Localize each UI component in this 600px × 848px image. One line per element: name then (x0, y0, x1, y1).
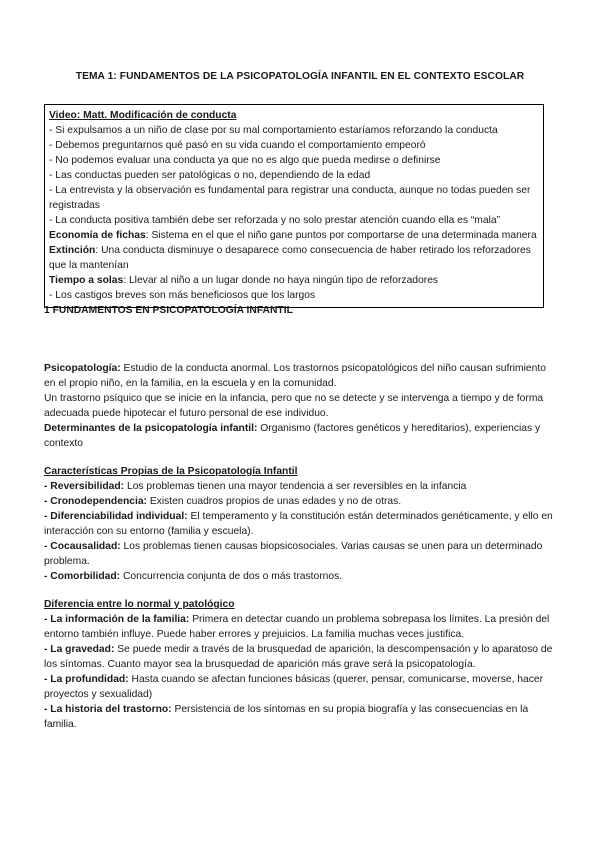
text: Existen cuadros propios de unas edades y no de otras. (146, 496, 402, 507)
text: Los problemas tienen causas biopsicosociales. Varias causas se unen para un determinado problema. (44, 541, 543, 567)
paragraph: Un trastorno psíquico que se inicie en la infancia, pero que no se detecte y se intervenga a tiempo y de forma adecuada puede hipotecar el futuro personal de ese individuo. (44, 393, 544, 419)
term: Determinantes de la psicopatología infantil: (44, 423, 258, 434)
video-note-line: - Si expulsamos a un niño de clase por su mal comportamiento estaríamos reforzando la conducta (49, 125, 498, 136)
definition-text: : Llevar al niño a un lugar donde no haya ningún tipo de reforzadores (123, 275, 439, 286)
video-note-line: - Las conductas pueden ser patológicas o no, dependiendo de la edad (49, 170, 371, 181)
text: Primera en detectar cuando un problema sobrepasa los límites. La presión del entorno también influye. Puede haber errores y prejuicios. La familia muchas veces justifica. (44, 614, 550, 640)
text: Organismo (factores genéticos y hereditarios), experiencias y contexto (44, 423, 541, 449)
list-item (44, 509, 558, 539)
definition-term: Tiempo a solas (49, 275, 124, 286)
list-item (44, 539, 558, 569)
text: Concurrencia conjunta de dos o más trastornos. (120, 571, 343, 582)
paragraph (44, 361, 558, 391)
list-item (44, 494, 558, 509)
term: - La gravedad: (44, 644, 115, 655)
term: - La historia del trastorno: (44, 704, 172, 715)
document-title: TEMA 1: FUNDAMENTOS DE LA PSICOPATOLOGÍA INFANTIL EN EL CONTEXTO ESCOLAR (75, 71, 525, 82)
subsection-heading: Diferencia entre lo normal y patológico (44, 599, 235, 610)
term: - Diferenciabilidad individual: (44, 511, 188, 522)
term: Psicopatología: (44, 363, 121, 374)
term: - La profundidad: (44, 674, 129, 685)
video-note-line: - No podemos evaluar una conducta ya que no es algo que pueda medirse o definirse (49, 155, 441, 166)
text: Persistencia de los síntomas en su propia biografía y las consecuencias en la familia. (44, 704, 529, 730)
section-caracteristicas (44, 464, 558, 584)
list-item (44, 672, 558, 702)
section-diferencia (44, 597, 558, 732)
video-note-line: - La conducta positiva también debe ser reforzada y no solo prestar atención cuando ella es “mala” (49, 215, 501, 226)
video-note-line: - Debemos preguntarnos qué pasó en su vida cuando el comportamiento empeoró (49, 140, 426, 151)
definition-item (49, 228, 539, 243)
text: Hasta cuando se afectan funciones básicas (querer, pensar, comunicarse, moverse, hacer proyectos y sexualidad) (44, 674, 544, 700)
list-item (44, 642, 558, 672)
definition-term: Extinción (49, 245, 96, 256)
text: Estudio de la conducta anormal. Los trastornos psicopatológicos del niño causan sufrimiento en el propio niño, en la familia, en la escuela y en la comunidad. (44, 363, 546, 389)
list-item (44, 702, 558, 732)
section-heading: 1 FUNDAMENTOS EN PSICOPATOLOGÍA INFANTIL (44, 305, 293, 316)
text: Los problemas tienen una mayor tendencia a ser reversibles en la infancia (124, 481, 467, 492)
term: - Reversibilidad: (44, 481, 125, 492)
video-notes-header: Video: Matt. Modificación de conducta (49, 110, 237, 121)
video-note-line: - Los castigos breves son más beneficiosos que los largos (49, 290, 316, 301)
list-item (44, 479, 558, 494)
term: - La información de la familia: (44, 614, 190, 625)
term: - Comorbilidad: (44, 571, 121, 582)
text: Se puede medir a través de la brusquedad de aparición, la descompensación y lo aparatoso de los síntomas. Cuanto mayor sea la brusquedad de aparición más grave será la psicopatología. (44, 644, 553, 670)
video-note-line: - La entrevista y la observación es fundamental para registrar una conducta, aunque no todas pueden ser registradas (49, 185, 531, 211)
term: - Cocausalidad: (44, 541, 121, 552)
list-item (44, 612, 558, 642)
paragraph (44, 421, 558, 451)
list-item (44, 569, 558, 584)
subsection-heading: Características Propias de la Psicopatología Infantil (44, 466, 298, 477)
term: - Cronodependencia: (44, 496, 147, 507)
section-psicopatologia (44, 361, 558, 451)
definition-text: : Una conducta disminuye o desaparece como consecuencia de haber retirado los reforzadores que la mantenían (49, 245, 531, 271)
definition-term: Economía de fichas (49, 230, 146, 241)
text: El temperamento y la constitución están determinados genéticamente, y ello en interacción con su entorno (familia y escuela). (44, 511, 553, 537)
definition-item (49, 273, 539, 288)
video-notes-box (44, 104, 544, 308)
definition-item (49, 243, 539, 273)
definition-text: : Sistema en el que el niño gane puntos por comportarse de una determinada manera (145, 230, 537, 241)
